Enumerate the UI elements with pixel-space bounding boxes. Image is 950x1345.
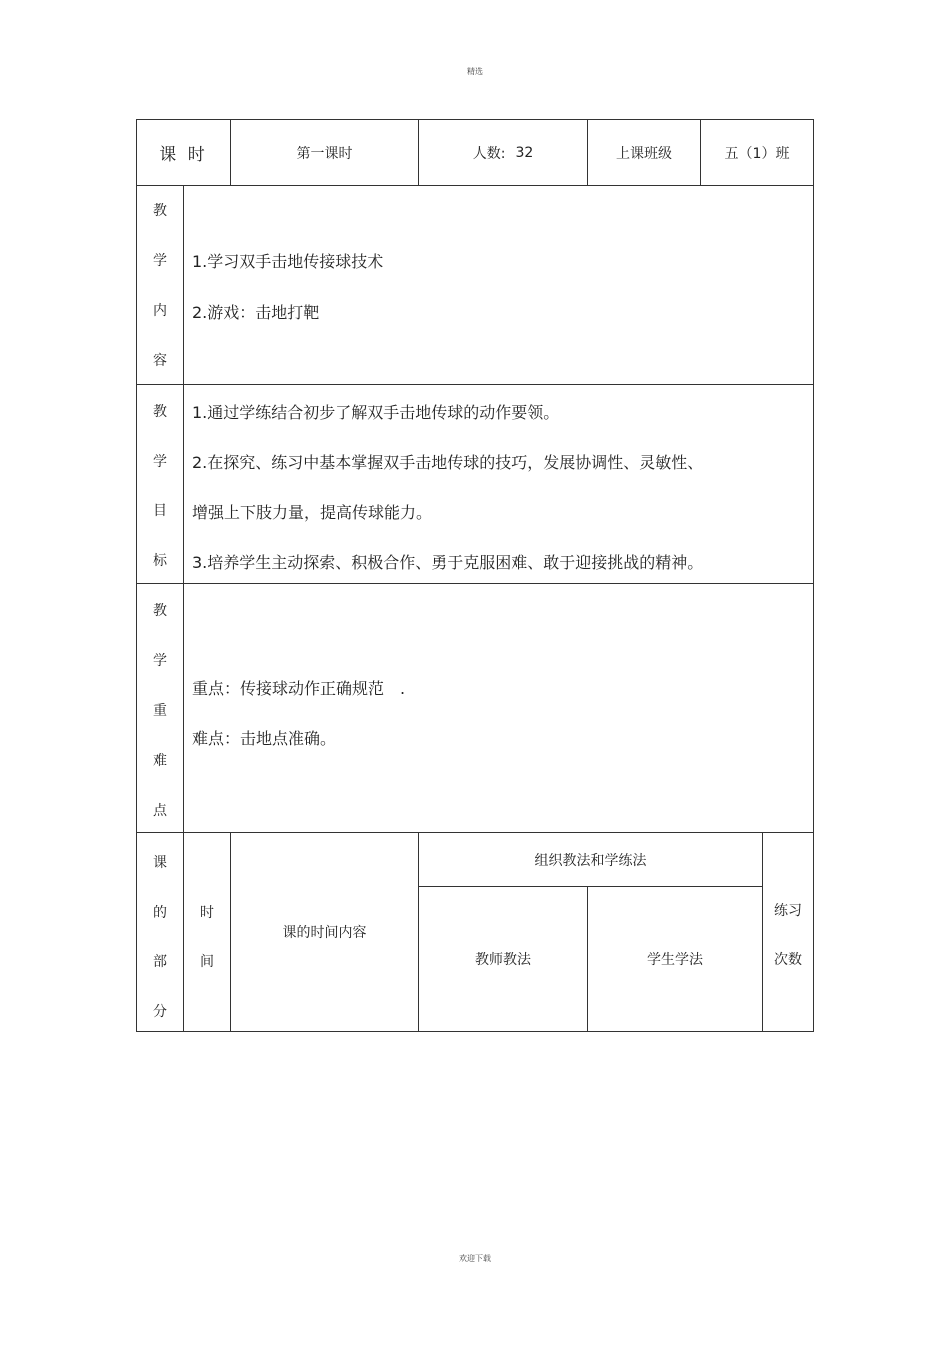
class-label: 上课班级	[616, 145, 672, 162]
lesson-value: 第一课时	[296, 145, 353, 162]
student-count	[419, 120, 587, 185]
table-line	[136, 185, 814, 186]
time-label-char: 时	[200, 905, 214, 921]
key-point: 重点：传接球动作正确规范 .	[192, 679, 406, 698]
goals-label-char: 学	[153, 454, 167, 470]
table-line	[136, 1031, 814, 1032]
time-label-char: 间	[200, 954, 214, 970]
keypoints-label-char: 点	[153, 803, 167, 819]
table-line	[813, 119, 814, 1032]
section-label-char: 的	[153, 905, 167, 921]
goal-line: 3.培养学生主动探索、积极合作、勇于克服困难、敢于迎接挑战的精神。	[192, 553, 704, 572]
content-label-char: 内	[153, 303, 167, 319]
page-header: 精选	[467, 67, 483, 76]
section-label-char: 部	[153, 954, 167, 970]
goals-label-char: 标	[153, 553, 167, 569]
lesson-label: 课 时	[159, 145, 208, 165]
class-value: 五（1）班	[724, 145, 790, 162]
goal-line: 2.在探究、练习中基本掌握双手击地传球的技巧，发展协调性、灵敏性、	[192, 453, 704, 472]
goal-line: 增强上下肢力量，提高传球能力。	[192, 503, 433, 522]
practice-count-line: 练习	[774, 903, 802, 919]
method-header: 组织教法和学练法	[534, 852, 647, 869]
keypoints-label-char: 重	[153, 703, 167, 719]
content-time-header: 课的时间内容	[282, 925, 367, 941]
student-count-value: 32	[515, 144, 534, 161]
goal-line: 1.通过学练结合初步了解双手击地传球的动作要领。	[192, 403, 560, 422]
content-label-char: 容	[153, 353, 167, 369]
section-label-char: 分	[153, 1004, 167, 1020]
keypoints-label-char: 难	[153, 753, 167, 769]
goals-label-char: 教	[153, 404, 167, 420]
content-line: 2.游戏：击地打靶	[192, 303, 320, 322]
table-line	[762, 832, 763, 1032]
student-count-label: 人数:	[472, 145, 506, 162]
content-label-char: 学	[153, 253, 167, 269]
keypoints-label-char: 教	[153, 603, 167, 619]
practice-count-line: 次数	[774, 952, 802, 968]
table-line	[136, 384, 814, 385]
content-line: 1.学习双手击地传接球技术	[192, 252, 384, 271]
table-line	[136, 583, 814, 584]
student-method-header: 学生学法	[647, 952, 703, 968]
section-label-char: 课	[153, 855, 167, 871]
content-label-char: 教	[153, 203, 167, 219]
keypoints-label-char: 学	[153, 653, 167, 669]
teacher-method-header: 教师教法	[475, 952, 531, 968]
page-footer: 欢迎下载	[459, 1254, 491, 1263]
difficult-point: 难点：击地点准确。	[192, 729, 337, 748]
goals-label-char: 目	[153, 503, 167, 519]
